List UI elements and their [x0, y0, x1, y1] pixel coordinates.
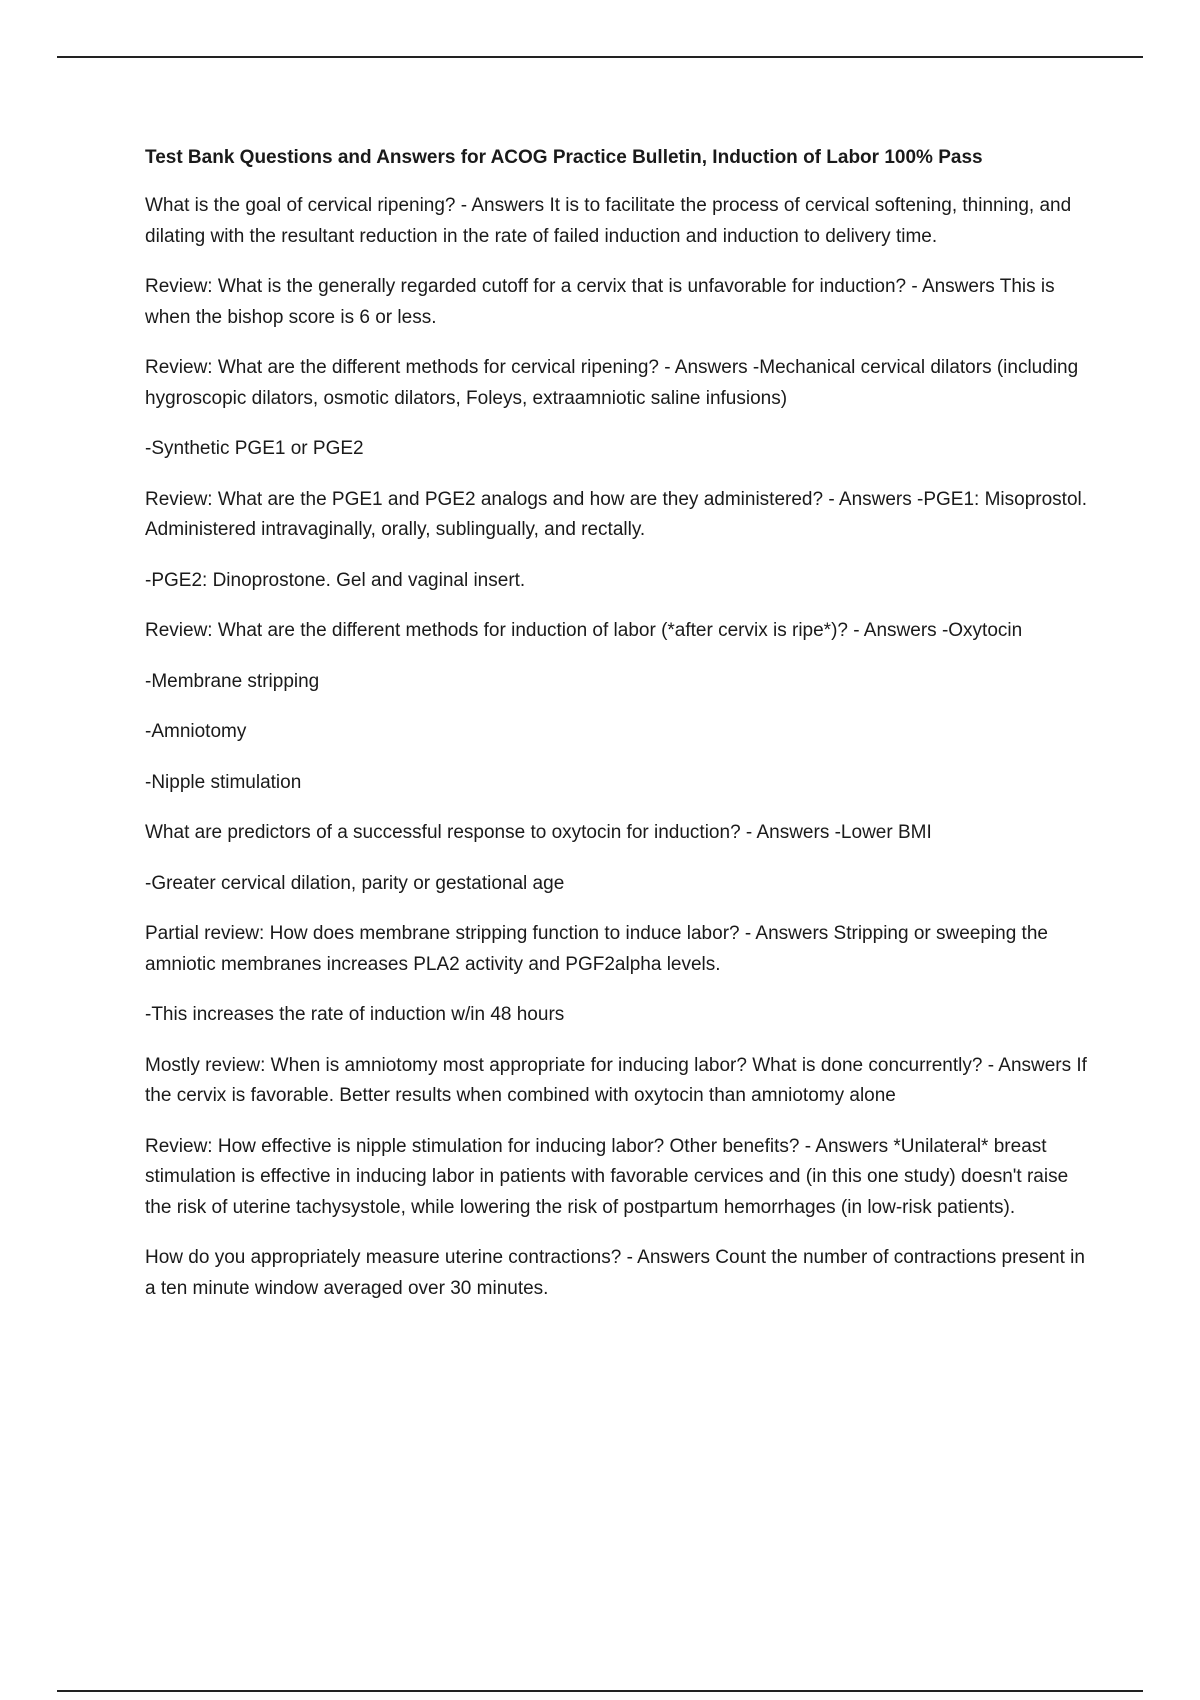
header-rule: [57, 56, 1143, 58]
paragraph: Review: What are the different methods for induction of labor (*after cervix is ripe*)? - Answers -Oxytocin: [145, 620, 1023, 641]
paragraph: Mostly review: When is amniotomy most appropriate for inducing labor? What is done concurrently? - Answers If the cervix is favorable. Better results when combined with oxytocin than amniotomy alone: [145, 1054, 1087, 1106]
paragraph: What is the goal of cervical ripening? - Answers It is to facilitate the process of cervical softening, thinning, and dilating with the resultant reduction in the rate of failed induction and induction to delivery time.: [145, 195, 1072, 247]
paragraph: -This increases the rate of induction w/in 48 hours: [145, 1004, 565, 1025]
paragraph: -Membrane stripping: [145, 670, 320, 692]
paragraph: -PGE2: Dinoprostone. Gel and vaginal insert.: [145, 569, 526, 591]
document-body: [145, 143, 1095, 1324]
paragraph: Review: What is the generally regarded cutoff for a cervix that is unfavorable for induction? - Answers This is when the bishop score is 6 or less.: [145, 276, 1055, 328]
paragraph: Review: What are the different methods for cervical ripening? - Answers -Mechanical cervical dilators (including hygroscopic dilators, osmotic dilators, Foleys, extraamniotic saline infusions): [145, 357, 1079, 409]
paragraph: Partial review: How does membrane stripping function to induce labor? - Answers Stripping or sweeping the amniotic membranes increases PLA2 activity and PGF2alpha levels.: [145, 923, 1048, 975]
footer-rule: [57, 1690, 1143, 1692]
paragraph: What are predictors of a successful response to oxytocin for induction? - Answers -Lower BMI: [145, 822, 932, 843]
paragraph: -Greater cervical dilation, parity or gestational age: [145, 872, 565, 894]
document-title: Test Bank Questions and Answers for ACOG Practice Bulletin, Induction of Labor 100% Pass: [145, 147, 983, 168]
paragraph: How do you appropriately measure uterine contractions? - Answers Count the number of contractions present in a ten minute window averaged over 30 minutes.: [145, 1247, 1085, 1299]
paragraph: Review: What are the PGE1 and PGE2 analogs and how are they administered? - Answers -PGE1: Misoprostol. Administered intravaginally, orally, sublingually, and rectally.: [145, 488, 1088, 540]
paragraph: -Amniotomy: [145, 721, 247, 742]
paragraph: -Synthetic PGE1 or PGE2: [145, 438, 364, 459]
paragraph: Review: How effective is nipple stimulation for inducing labor? Other benefits? - Answers *Unilateral* breast stimulation is effective in inducing labor in patients with favorable cervices and (in this one study) doesn't raise the risk of uterine tachysystole, while lowering the risk of postpartum hemorrhages (in low-risk patients).: [145, 1135, 1069, 1218]
paragraph: -Nipple stimulation: [145, 771, 302, 793]
